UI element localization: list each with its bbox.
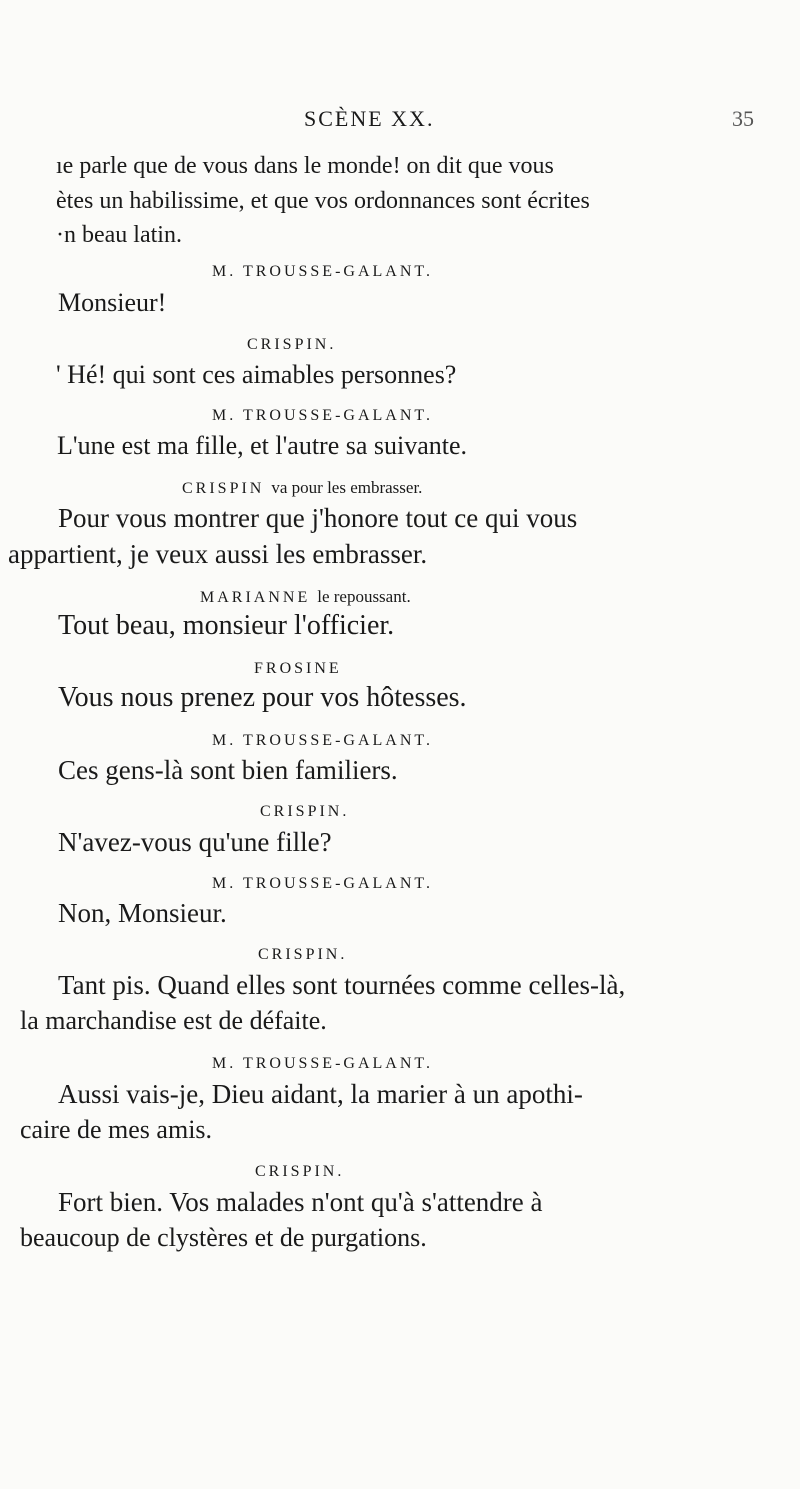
text-line: beaucoup de clystères et de purgations. [20, 1223, 427, 1252]
text-line: Aussi vais-je, Dieu aidant, la marier à un apothi- [58, 1079, 583, 1109]
speaker-name: CRISPIN. [247, 336, 337, 353]
scene-title: SCÈNE XX. [304, 106, 435, 131]
speaker-name: M. TROUSSE-GALANT. [212, 407, 433, 424]
text-line: Non, Monsieur. [58, 898, 227, 928]
speaker-name: CRISPIN. [255, 1163, 345, 1180]
speaker-name: CRISPIN. [258, 946, 348, 963]
stage-direction-line [182, 477, 422, 500]
running-header [0, 106, 800, 140]
text-line: Vous nous prenez pour vos hôtesses. [58, 682, 467, 713]
page-number: 35 [732, 106, 754, 131]
text-line: L'une est ma fille, et l'autre sa suivante. [57, 431, 468, 460]
speaker-name: CRISPIN [182, 480, 265, 497]
text-line: ·n beau latin. [56, 222, 182, 248]
text-line: Tant pis. Quand elles sont tournées comme celles-là, [58, 970, 626, 1000]
speaker-name: M. TROUSSE-GALANT. [212, 732, 433, 749]
speaker-name: MARIANNE [200, 589, 311, 606]
text-line: Fort bien. Vos malades n'ont qu'à s'attendre à [58, 1187, 543, 1217]
text-line: N'avez-vous qu'une fille? [58, 827, 332, 857]
speaker-name: FROSINE [254, 660, 342, 677]
text-line: la marchandise est de défaite. [20, 1006, 327, 1035]
text-line: appartient, je veux aussi les embrasser. [8, 539, 428, 569]
text-line: ètes un habilissime, et que vos ordonnances sont écrites [56, 188, 590, 214]
speaker-name: M. TROUSSE-GALANT. [212, 263, 433, 280]
text-line: Monsieur! [58, 288, 167, 317]
text-line: ıe parle que de vous dans le monde! on dit que vous [56, 153, 554, 179]
text-line: Pour vous montrer que j'honore tout ce qui vous [58, 503, 578, 533]
stage-direction: va pour les embrasser. [271, 478, 423, 497]
text-line: Ces gens-là sont bien familiers. [58, 755, 398, 785]
text-line: Tout beau, monsieur l'officier. [58, 610, 395, 641]
speaker-name: CRISPIN. [260, 803, 350, 820]
stage-direction: le repoussant. [317, 587, 411, 606]
speaker-name: M. TROUSSE-GALANT. [212, 875, 433, 892]
stage-direction-line [200, 586, 411, 609]
text-line: caire de mes amis. [20, 1115, 213, 1144]
text-line: ' Hé! qui sont ces aimables personnes? [56, 360, 457, 389]
speaker-name: M. TROUSSE-GALANT. [212, 1055, 433, 1072]
